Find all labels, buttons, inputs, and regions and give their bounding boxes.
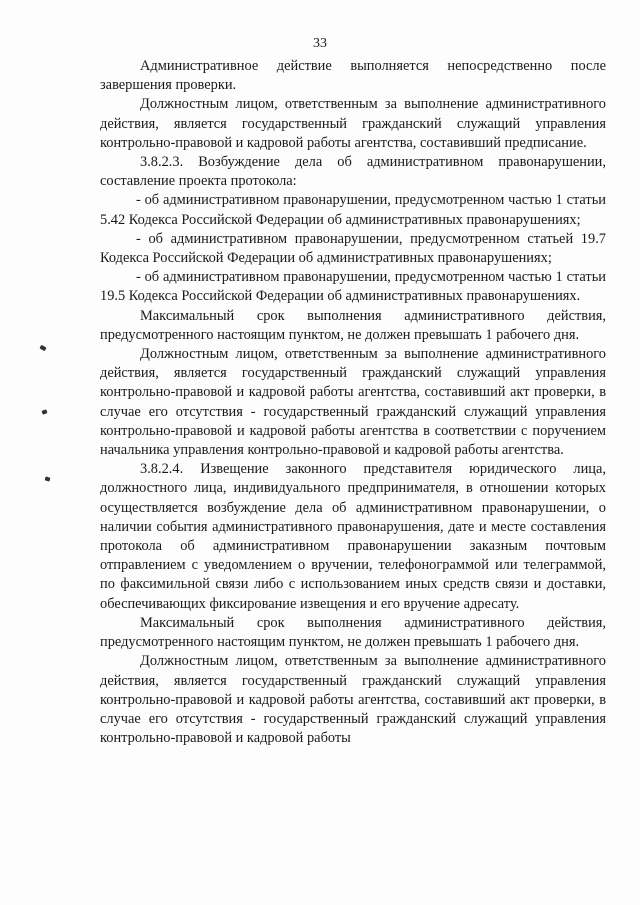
scan-artifact-mark [41, 409, 47, 414]
list-item: - об административном правонарушении, предусмотренном частью 1 статьи 19.5 Кодекса Российской Федерации об административных правонарушениях. [100, 269, 606, 305]
paragraph: Должностным лицом, ответственным за выполнение административного действия, является государственный гражданский служащий управления контрольно-правовой и кадровой работы агентства, составивший предписание. [100, 96, 606, 151]
paragraph: Максимальный срок выполнения административного действия, предусмотренного настоящим пунктом, не должен превышать 1 рабочего дня. [100, 614, 606, 651]
paragraph: Максимальный срок выполнения административного действия, предусмотренного настоящим пунктом, не должен превышать 1 рабочего дня. [100, 307, 606, 343]
section-heading-paragraph: 3.8.2.4. Извещение законного представителя юридического лица, должностного лица, индивидуального предпринимателя, в отношении которых осуществляется возбуждение дела об административном правонарушении, о наличии события административного правонарушения, дате и месте составления протокола об административном правонарушении заказным почтовым отправлением с уведомлением о вручении, телефонограммой или телеграммой, по факсимильной связи либо с использованием иных средств связи и доставки, обеспечивающих фиксирование извещения и его вручение адресату. [100, 461, 606, 612]
scan-artifact-mark [45, 476, 51, 481]
scan-artifact-mark [39, 345, 46, 351]
paragraph: Должностным лицом, ответственным за выполнение административного действия, является государственный гражданский служащий управления контрольно-правовой и кадровой работы агентства, составивший акт проверки, в случае его отсутствия - государственный гражданский служащий управления контрольно-правовой и кадровой работы [100, 653, 606, 747]
document-text-body [100, 57, 606, 748]
list-item: - об административном правонарушении, предусмотренном статьей 19.7 Кодекса Российской Федерации об административных правонарушениях; [100, 230, 606, 267]
list-item: - об административном правонарушении, предусмотренном частью 1 статьи 5.42 Кодекса Российской Федерации об административных правонарушениях; [100, 192, 606, 228]
section-heading-paragraph: 3.8.2.3. Возбуждение дела об административном правонарушении, составление проекта протокола: [100, 154, 606, 190]
page-number: 33 [313, 36, 327, 51]
paragraph: Административное действие выполняется непосредственно после завершения проверки. [100, 58, 606, 94]
paragraph: Должностным лицом, ответственным за выполнение административного действия, является государственный гражданский служащий управления контрольно-правовой и кадровой работы агентства, составивший акт проверки, в случае его отсутствия - государственный гражданский служащий управления контрольно-правовой и кадровой работы агентства в соответствии с поручением начальника управления контрольно-правовой и кадровой работы агентства. [100, 346, 606, 459]
